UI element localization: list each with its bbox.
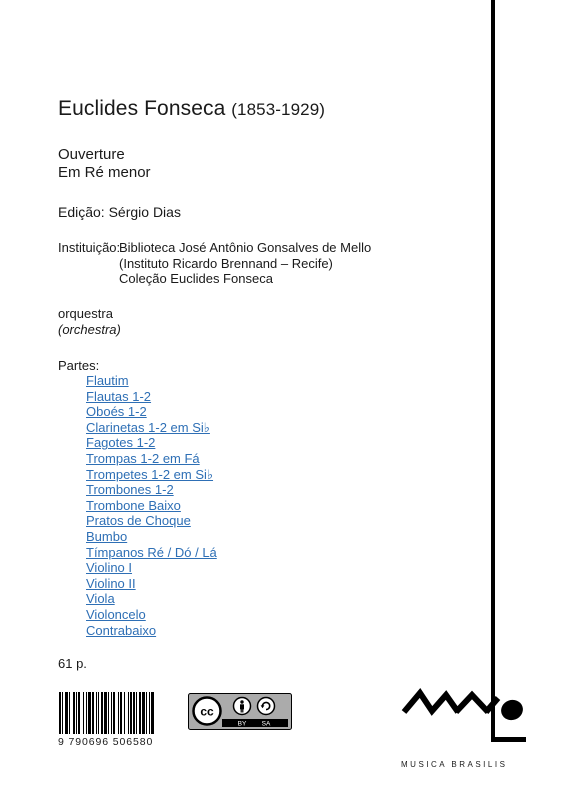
sa-share-icon: [258, 698, 275, 715]
part-link-contrabaixo[interactable]: Contrabaixo: [86, 622, 157, 638]
part-link-violoncelo[interactable]: Violoncelo: [86, 606, 146, 622]
cc-icon: [194, 698, 221, 725]
badge-by-label: BY: [237, 720, 247, 728]
page-count: 61 p.: [58, 656, 87, 671]
part-link-fagotes[interactable]: Fagotes 1-2: [86, 435, 156, 451]
part-link-trompetes[interactable]: Trompetes 1-2 em Si♭: [86, 466, 214, 482]
work-key: Em Ré menor: [58, 164, 151, 181]
vertical-rule: [491, 0, 495, 742]
cc-license-badge: [188, 693, 292, 730]
composer-heading: [58, 97, 325, 121]
part-link-bumbo[interactable]: Bumbo: [86, 528, 128, 544]
part-link-flautim[interactable]: Flautim: [86, 373, 129, 388]
institution-line: Biblioteca José Antônio Gonsalves de Mello: [119, 240, 372, 255]
part-link-clarinetas[interactable]: Clarinetas 1-2 em Si♭: [86, 419, 210, 435]
instrumentation: [58, 306, 121, 338]
barcode-bars: [58, 692, 176, 736]
edition-credit: Edição: Sérgio Dias: [58, 204, 181, 220]
barcode: [58, 692, 176, 748]
instrumentation-en: (orchestra): [58, 322, 121, 337]
work-title: Ouverture: [58, 146, 125, 163]
badge-sa-label: SA: [261, 720, 271, 728]
barcode-digits: 9 790696 506580: [58, 736, 154, 748]
work-info: [58, 146, 151, 182]
brand-name: MUSICA BRASILIS: [401, 760, 508, 769]
by-person-icon: [234, 698, 251, 715]
institution-line: (Instituto Ricardo Brennand – Recife): [119, 255, 333, 271]
part-link-violino-2[interactable]: Violino II: [86, 575, 136, 591]
musica-brasilis-logo: [400, 684, 530, 744]
part-link-timpanos[interactable]: Tímpanos Ré / Dó / Lá: [86, 544, 217, 560]
instrumentation-pt: orquestra: [58, 306, 113, 321]
part-link-trompas[interactable]: Trompas 1-2 em Fá: [86, 450, 200, 466]
composer-years: (1853-1929): [231, 100, 326, 119]
parts-list: [86, 373, 217, 638]
part-link-trombones[interactable]: Trombones 1-2: [86, 482, 174, 498]
svg-text:cc: cc: [200, 704, 214, 719]
part-link-viola[interactable]: Viola: [86, 591, 115, 607]
part-link-flautas[interactable]: Flautas 1-2: [86, 388, 152, 404]
part-link-trombone-baixo[interactable]: Trombone Baixo: [86, 497, 181, 513]
composer-name: Euclides Fonseca: [58, 97, 226, 120]
institution-label: Instituição:: [58, 240, 121, 255]
parts-label: Partes:: [58, 358, 100, 373]
part-link-pratos[interactable]: Pratos de Choque: [86, 513, 191, 529]
institution-line: Coleção Euclides Fonseca: [119, 271, 273, 286]
part-link-oboes[interactable]: Oboés 1-2: [86, 404, 147, 420]
part-link-violino-1[interactable]: Violino I: [86, 560, 133, 576]
